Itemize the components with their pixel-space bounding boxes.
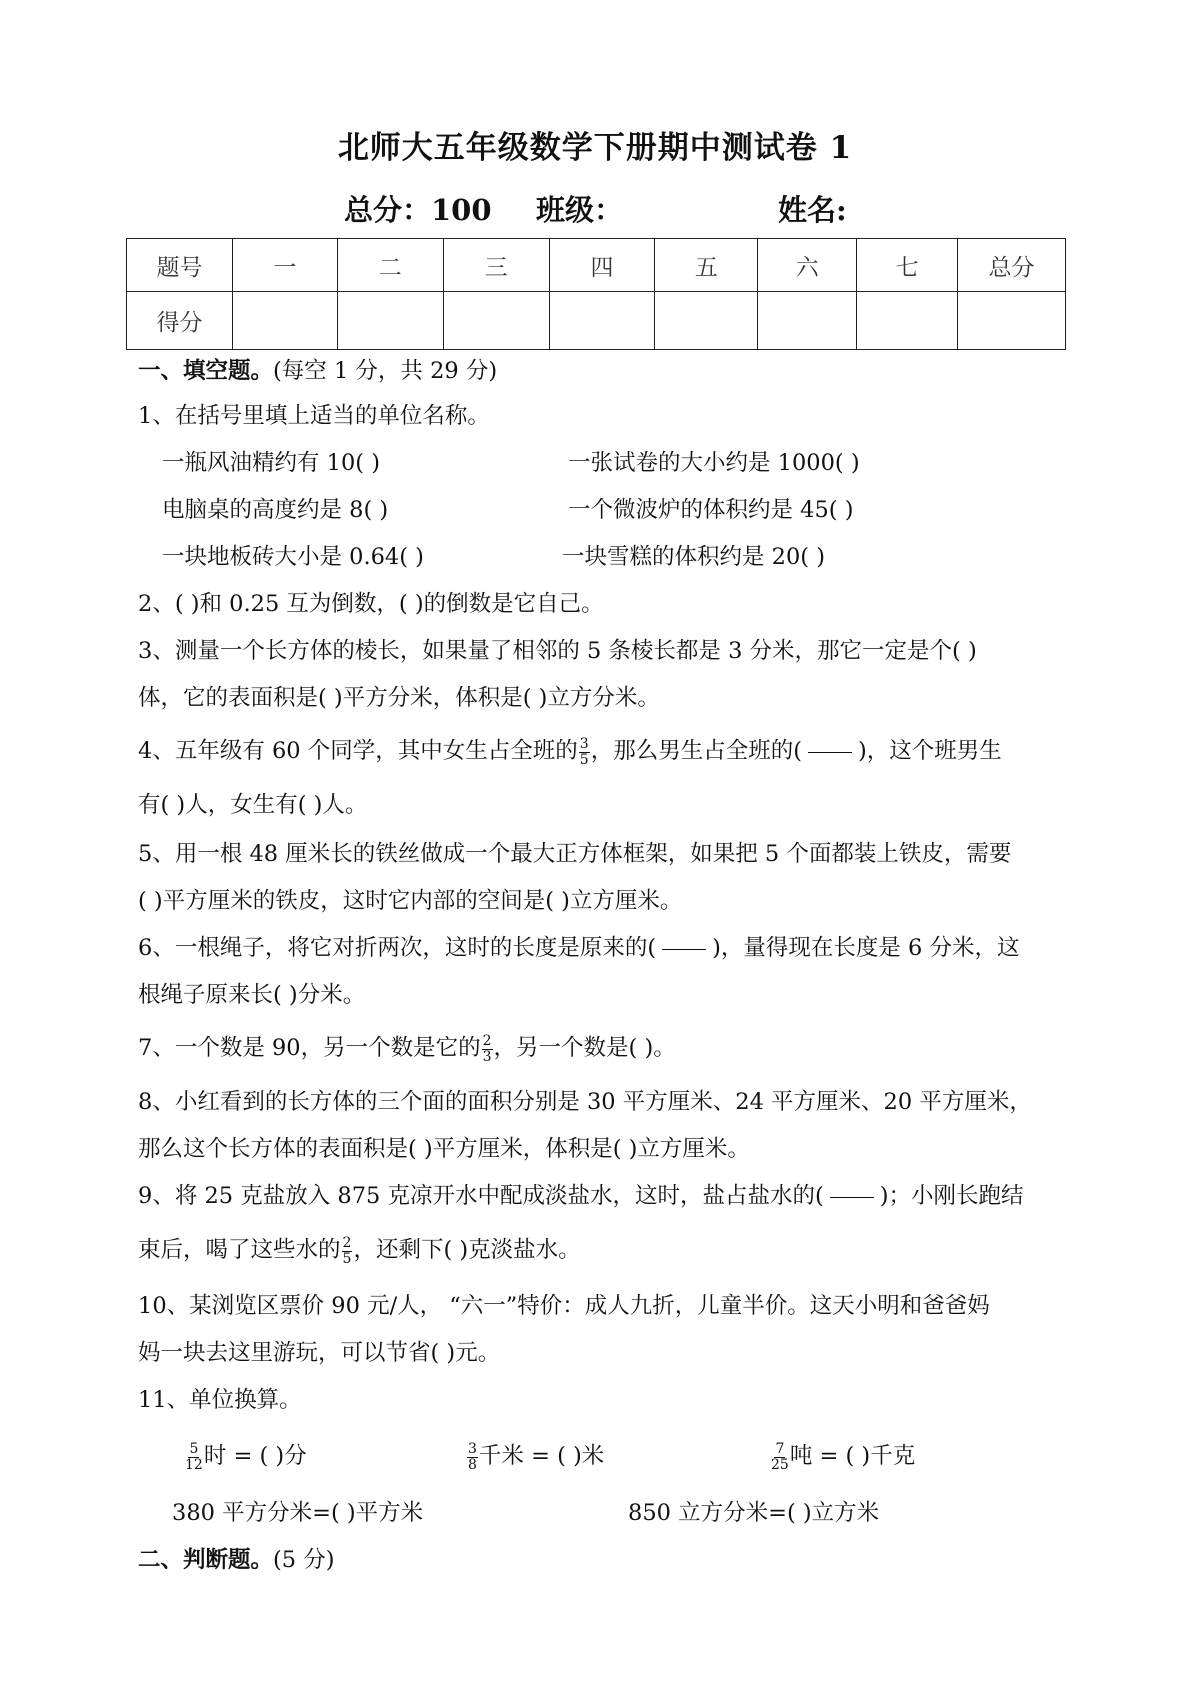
q8-line1: 8、小红看到的长方体的三个面的面积分别是 30 平方厘米、24 平方厘米、20 平方厘米， [138, 1089, 1032, 1115]
blank-fraction-line[interactable] [808, 752, 852, 753]
page-title: 北师大五年级数学下册期中测试卷 1 [337, 130, 853, 166]
fraction: $\frac{2}{3}$ [482, 1032, 492, 1065]
section-2-note: (5 分) [273, 1547, 335, 1573]
q9-post: )；小刚长跑结 [879, 1183, 1024, 1209]
q5-line2: ( )平方厘米的铁皮，这时它内部的空间是( )立方厘米。 [138, 888, 683, 914]
score-input-cell[interactable] [857, 292, 958, 350]
section-1-heading [138, 355, 497, 387]
score-input-cell[interactable] [958, 292, 1066, 350]
q9-line1 [138, 1180, 1024, 1212]
table-cell: 二 [337, 239, 443, 292]
q3-line2: 体，它的表面积是( )平方分米，体积是( )立方分米。 [138, 685, 660, 711]
blank-fraction-line[interactable] [830, 1197, 874, 1198]
fraction: $\frac{3}{8}$ [468, 1440, 477, 1473]
section-1-note: (每空 1 分，共 29 分) [273, 358, 498, 384]
section-2-heading [138, 1544, 335, 1576]
q1-stem: 1、在括号里填上适当的单位名称。 [138, 403, 490, 429]
table-cell: 七 [857, 239, 958, 292]
table-cell: 六 [758, 239, 857, 292]
name-label: 姓名: [778, 193, 847, 227]
q3-line1: 3、测量一个长方体的棱长，如果量了相邻的 5 条棱长都是 3 分米，那它一定是个( ) [138, 638, 977, 664]
score-table-header-row [127, 239, 1066, 292]
q8-line2: 那么这个长方体的表面积是( )平方厘米，体积是( )立方厘米。 [138, 1136, 750, 1162]
table-cell: 题号 [127, 239, 233, 292]
q1-item-d: 一个微波炉的体积约是 45( ) [568, 497, 854, 523]
q11-item-5: 850 立方分米=( )立方米 [628, 1500, 880, 1526]
q9-line2-post: ，还剩下( )克淡盐水。 [353, 1237, 581, 1263]
q11-item-4: 380 平方分米=( )平方米 [172, 1500, 424, 1526]
blank-fraction-line[interactable] [662, 949, 706, 950]
q4-pre: 4、五年级有 60 个同学，其中女生占全班的 [138, 738, 578, 764]
q7 [138, 1032, 676, 1065]
q1-item-b: 一张试卷的大小约是 1000( ) [568, 450, 860, 476]
q4-post: ，那么男生占全班的( [590, 738, 802, 764]
fraction: $\frac{3}{5}$ [579, 735, 589, 768]
q11-stem: 11、单位换算。 [138, 1387, 302, 1413]
score-input-cell[interactable] [232, 292, 337, 350]
q7-pre: 7、一个数是 90，另一个数是它的 [138, 1035, 481, 1061]
q6-line1 [138, 932, 1020, 964]
fraction: $\frac{2}{5}$ [342, 1234, 352, 1267]
class-label: 班级： [536, 193, 624, 227]
q9-line2-pre: 束后，喝了这些水的 [138, 1237, 341, 1263]
fraction: $\frac{5}{12}$ [185, 1440, 203, 1473]
q7-post: ，另一个数是( )。 [493, 1035, 676, 1061]
table-cell: 总分 [958, 239, 1066, 292]
q1-item-a: 一瓶风油精约有 10( ) [162, 450, 380, 476]
score-input-cell[interactable] [758, 292, 857, 350]
score-input-cell[interactable] [549, 292, 655, 350]
q9-pre: 9、将 25 克盐放入 875 克凉开水中配成淡盐水，这时，盐占盐水的( [138, 1183, 824, 1209]
table-cell: 四 [549, 239, 655, 292]
q4-line1 [138, 735, 1002, 768]
q6-line2: 根绳子原来长( )分米。 [138, 982, 366, 1008]
score-input-cell[interactable] [443, 292, 549, 350]
section-2-title: 二、判断题。 [138, 1547, 274, 1573]
q11-item-1: $\frac{5}{12}$ 时 = ( )分 [185, 1440, 307, 1473]
score-table [126, 238, 1066, 350]
table-cell: 一 [232, 239, 337, 292]
fraction: $\frac{7}{25}$ [771, 1440, 789, 1473]
q10-line2: 妈一块去这里游玩，可以节省( )元。 [138, 1340, 501, 1366]
total-score-label: 总分：100 [344, 193, 492, 227]
q4-post2: )，这个班男生 [857, 738, 1002, 764]
table-cell: 得分 [127, 292, 233, 350]
score-table-score-row [127, 292, 1066, 350]
table-cell: 五 [655, 239, 758, 292]
section-1-title: 一、填空题。 [138, 358, 274, 384]
q9-line2 [138, 1234, 581, 1267]
q6-pre: 6、一根绳子，将它对折两次，这时的长度是原来的( [138, 935, 657, 961]
q6-post: )，量得现在长度是 6 分米，这 [712, 935, 1020, 961]
q4-line2: 有( )人，女生有( )人。 [138, 792, 368, 818]
q5-line1: 5、用一根 48 厘米长的铁丝做成一个最大正方体框架，如果把 5 个面都装上铁皮，需要 [138, 841, 1012, 867]
q11-item-2: $\frac{3}{8}$ 千米 = ( )米 [468, 1440, 605, 1473]
q11-item-3: $\frac{7}{25}$ 吨 = ( )千克 [771, 1440, 916, 1473]
score-input-cell[interactable] [655, 292, 758, 350]
q10-line1: 10、某浏览区票价 90 元/人， “六一”特价：成人九折，儿童半价。这天小明和爸爸妈 [138, 1293, 990, 1319]
q1-item-f: 一块雪糕的体积约是 20( ) [562, 544, 825, 570]
score-input-cell[interactable] [337, 292, 443, 350]
q1-item-e: 一块地板砖大小是 0.64( ) [162, 544, 424, 570]
q2: 2、( )和 0.25 互为倒数，( )的倒数是它自己。 [138, 591, 604, 617]
table-cell: 三 [443, 239, 549, 292]
q1-item-c: 电脑桌的高度约是 8( ) [162, 497, 389, 523]
